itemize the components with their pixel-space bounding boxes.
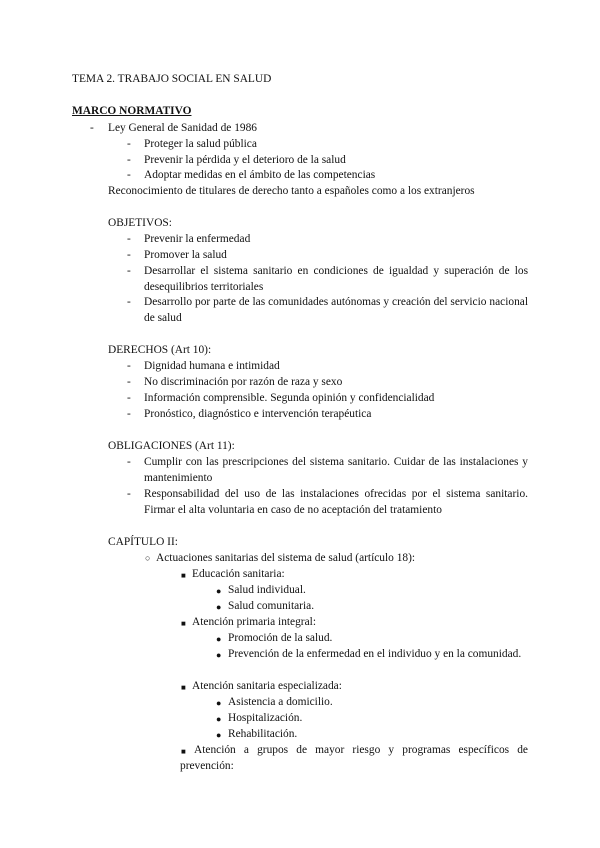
dash-marker: -: [127, 249, 131, 261]
atencion-grupos-item: Atención a grupos de mayor riesgo y programas específicos de prevención:: [180, 744, 528, 772]
objetivo-item: Desarrollar el sistema sanitario en condiciones de igualdad y superación de los desequilibrios territoriales: [144, 265, 528, 293]
obligacion-item: Responsabilidad del uso de las instalaciones ofrecidas por el sistema sanitario. Firmar el alta voluntaria en caso de no aceptación del tratamiento: [144, 488, 528, 516]
capitulo-heading: CAPÍTULO II:: [108, 536, 178, 548]
dot-marker: ●: [216, 586, 222, 596]
objetivo-item: Desarrollo por parte de las comunidades autónomas y creación del servicio nacional de salud: [144, 296, 528, 324]
ley-general-item: Ley General de Sanidad de 1986: [108, 122, 257, 134]
dash-marker: -: [127, 392, 131, 404]
square-marker: ■: [181, 747, 186, 756]
dash-marker: -: [127, 456, 131, 468]
educacion-sub-item: Salud individual.: [228, 584, 306, 596]
primaria-sub-item: Promoción de la salud.: [228, 632, 333, 644]
dash-marker: -: [127, 265, 131, 277]
derecho-item: Pronóstico, diagnóstico e intervención terapéutica: [144, 408, 372, 420]
atencion-primaria-item: Atención primaria integral:: [192, 616, 316, 628]
objetivos-heading: OBJETIVOS:: [108, 217, 172, 229]
dash-marker: -: [127, 154, 131, 166]
dash-marker: -: [127, 360, 131, 372]
circle-marker: ○: [145, 553, 151, 563]
objetivo-item: Promover la salud: [144, 249, 227, 261]
marco-normativo-heading: MARCO NORMATIVO: [72, 105, 192, 117]
dot-marker: ●: [216, 698, 222, 708]
dash-marker: -: [127, 138, 131, 150]
derecho-item: Información comprensible. Segunda opinión y confidencialidad: [144, 392, 435, 404]
document-title: TEMA 2. TRABAJO SOCIAL EN SALUD: [72, 73, 272, 85]
dot-marker: ●: [216, 730, 222, 740]
actuaciones-item: Actuaciones sanitarias del sistema de salud (artículo 18):: [156, 552, 416, 564]
derechos-heading: DERECHOS (Art 10):: [108, 344, 212, 356]
reconocimiento-text: Reconocimiento de titulares de derecho tanto a españoles como a los extranjeros: [108, 185, 475, 197]
square-marker: ■: [181, 619, 186, 628]
ley-sub-item: Proteger la salud pública: [144, 138, 257, 150]
especializada-sub-item: Rehabilitación.: [228, 728, 298, 740]
dash-marker: -: [90, 122, 94, 134]
ley-sub-item: Adoptar medidas en el ámbito de las competencias: [144, 169, 376, 181]
dash-marker: -: [127, 169, 131, 181]
dash-marker: -: [127, 296, 131, 308]
ley-sub-item: Prevenir la pérdida y el deterioro de la salud: [144, 154, 346, 166]
dot-marker: ●: [216, 650, 222, 660]
educacion-sub-item: Salud comunitaria.: [228, 600, 315, 612]
obligaciones-heading: OBLIGACIONES (Art 11):: [108, 440, 235, 452]
dash-marker: -: [127, 233, 131, 245]
dot-marker: ●: [216, 634, 222, 644]
dot-marker: ●: [216, 602, 222, 612]
dot-marker: ●: [216, 714, 222, 724]
square-marker: ■: [181, 683, 186, 692]
atencion-especializada-item: Atención sanitaria especializada:: [192, 680, 342, 692]
especializada-sub-item: Hospitalización.: [228, 712, 303, 724]
educacion-sanitaria-item: Educación sanitaria:: [192, 568, 285, 580]
derecho-item: Dignidad humana e intimidad: [144, 360, 280, 372]
obligacion-item: Cumplir con las prescripciones del sistema sanitario. Cuidar de las instalaciones y mantenimiento: [144, 456, 528, 484]
objetivo-item: Prevenir la enfermedad: [144, 233, 251, 245]
square-marker: ■: [181, 571, 186, 580]
dash-marker: -: [127, 488, 131, 500]
derecho-item: No discriminación por razón de raza y sexo: [144, 376, 343, 388]
primaria-sub-item: Prevención de la enfermedad en el individuo y en la comunidad.: [228, 648, 522, 660]
especializada-sub-item: Asistencia a domicilio.: [228, 696, 333, 708]
dash-marker: -: [127, 408, 131, 420]
dash-marker: -: [127, 376, 131, 388]
